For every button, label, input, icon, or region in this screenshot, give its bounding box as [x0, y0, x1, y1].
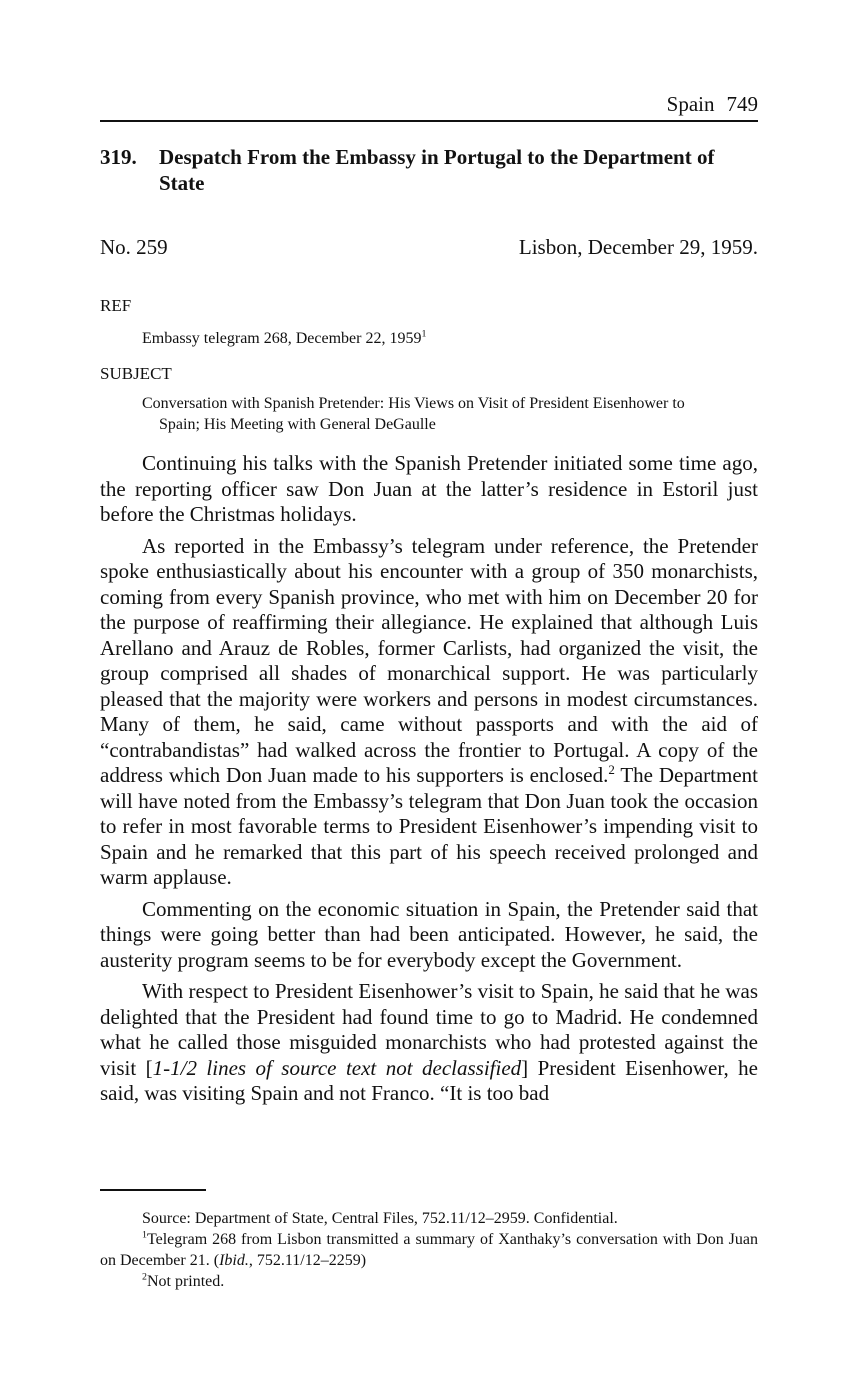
- footnote-1-tail: , 752.11/12–2259): [248, 1252, 367, 1269]
- footnote-2-mark: 2: [142, 1271, 147, 1283]
- paragraph-4: [100, 979, 758, 1107]
- footnote-ref-1: 1: [421, 328, 427, 340]
- document-number: 319.: [100, 145, 137, 169]
- footnote-1-mark: 1: [142, 1229, 147, 1241]
- redaction-note: 1-1/2 lines of source text not declassified: [152, 1055, 522, 1080]
- footnote-1-text: Telegram 268 from Lisbon transmitted a summary of Xanthaky’s conversation with Don Juan on December 21. (: [100, 1231, 758, 1269]
- paragraph-3: Commenting on the economic situation in Spain, the Pretender said that things were going better than had been anticipated. However, he said, the austerity program seems to be for everybody except the Government.: [100, 896, 758, 972]
- ref-label: REF: [100, 296, 132, 315]
- paragraph-2-part-b: The Department will have noted from the Embassy’s telegram that Don Juan took the occasion to refer in most favorable terms to President Eisenhower’s impending visit to Spain and he remarked that this part of his speech received prolonged and warm applause.: [100, 763, 758, 889]
- header-rule: [100, 120, 758, 122]
- ref-text: [142, 328, 426, 350]
- footnote-2-text: Not printed.: [146, 1273, 225, 1290]
- subject-label: SUBJECT: [100, 364, 172, 383]
- footnote-rule: [100, 1189, 206, 1191]
- running-head-section: Spain: [666, 92, 715, 116]
- document-title-text: Despatch From the Embassy in Portugal to the Department of State: [159, 145, 715, 195]
- document-title: [100, 144, 758, 196]
- subject-text: Conversation with Spanish Pretender: His Views on Visit of President Eisenhower to Spain; His Meeting with General DeGaulle: [142, 395, 685, 433]
- footnote-1-ibid: Ibid.: [219, 1252, 249, 1269]
- footnotes: [100, 1208, 758, 1292]
- paragraph-2-part-a: As reported in the Embassy’s telegram under reference, the Pretender spoke enthusiastically about his encounter with a group of 350 monarchists, coming from every Spanish province, who met with him on December 20 for the purpose of reaffirming their allegiance. He explained that although Luis Arellano and Arauz de Robles, former Carlists, had organized the visit, the group comprised all shades of monarchical support. He was particularly pleased that the majority were workers and persons in modest circumstances. Many of them, he said, came without passports and with the aid of “contrabandistas” had walked across the frontier to Portugal. A copy of the address which Don Juan made to his supporters is enclosed.: [100, 533, 758, 787]
- paragraph-2: [100, 534, 758, 891]
- body-text: [100, 451, 758, 1113]
- despatch-meta: [100, 233, 758, 261]
- running-head: [667, 90, 758, 118]
- paragraph-4-part-a: With respect to President Eisenhower’s visit to Spain, he said that he was delighted that the President had found time to go to Madrid. He condemned what he called those misguided monarchists who had protested against the visit [: [100, 979, 758, 1080]
- footnote-1: [100, 1229, 758, 1271]
- place-date: Lisbon, December 29, 1959.: [518, 235, 758, 259]
- footnote-2: [100, 1271, 758, 1292]
- footnote-ref-2: 2: [608, 762, 615, 777]
- page-number: 749: [726, 92, 758, 116]
- paragraph-1: Continuing his talks with the Spanish Pretender initiated some time ago, the reporting officer saw Don Juan at the latter’s residence in Estoril just before the Christmas holidays.: [100, 451, 758, 526]
- despatch-number: No. 259: [100, 235, 168, 259]
- ref-text-body: Embassy telegram 268, December 22, 1959: [142, 330, 422, 347]
- paragraph-4-part-b: ] President Eisenhower, he said, was visiting Spain and not Franco. “It is too bad: [100, 1055, 758, 1105]
- source-note: Source: Department of State, Central Files, 752.11/12–2959. Confidential.: [142, 1210, 618, 1227]
